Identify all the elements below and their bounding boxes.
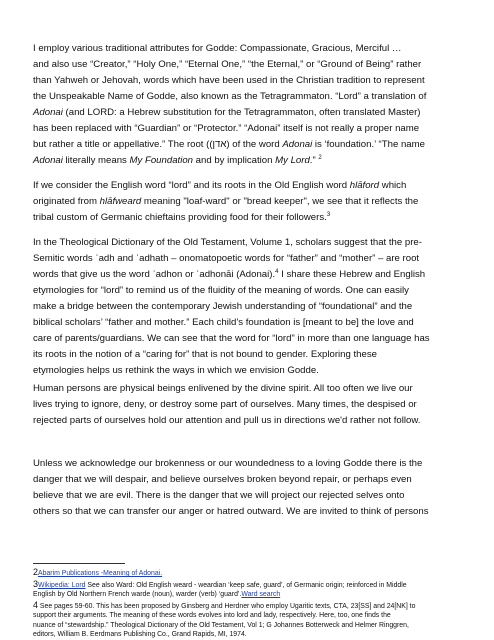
text-line: biblical scholars’ “father and mother.” Each child’s foundation is [meant to be] the love and xyxy=(33,317,414,328)
text-line xyxy=(33,194,473,210)
text-run: and by implication xyxy=(193,155,276,166)
text-line: Unless we acknowledge our brokenness or our woundedness to a loving Godde there is the xyxy=(33,458,423,469)
text-line: the Unspeakable Name of Godde, also known as the Tetragrammaton. “Lord” a translation of xyxy=(33,91,427,102)
footnote-text: English by Old Northern French warde (noun), warder (verb) ‘guard’. xyxy=(33,591,242,599)
footnote-number: 3 xyxy=(33,579,39,589)
text-line: I employ various traditional attributes for Godde: Compassionate, Gracious, Merciful … xyxy=(33,43,402,54)
italic-term: hlāford xyxy=(349,180,380,191)
text-line xyxy=(33,137,473,153)
italic-term: Adonai xyxy=(33,155,63,166)
footnote-text: See also Ward: Old English weard - weardian ‘keep safe, guard’, of Germanic origin; reinforced in Middle xyxy=(85,582,407,589)
text-line: care of parents/guardians. We can see that the word for “lord” in more than one language has xyxy=(33,333,430,344)
text-line: rejected parts of ourselves hold our attention and pull us in directions we'd rather not follow. xyxy=(33,415,421,426)
text-run: I share these Hebrew and English xyxy=(278,269,426,280)
text-run: tribal custom of Germanic chieftains providing food for their followers. xyxy=(33,212,327,223)
footnote-line: nuance of “stewardship.” Theological Dictionary of the Old Testament, Vol 1; G Johannes Botterweck and Helmer Ringgren, xyxy=(33,621,409,629)
ward-search-link[interactable]: Ward search xyxy=(241,591,281,599)
paragraph-brokenness xyxy=(33,456,473,520)
text-line xyxy=(33,105,473,121)
text-line: than Yahweh or Jehovah, words which have been used in the Christian tradition to represent xyxy=(33,75,425,86)
text-line: etymologies for “lord” to remind us of the fluidity of the meaning of words. One can easily xyxy=(33,285,409,296)
paragraph-attributes xyxy=(33,41,473,169)
text-line xyxy=(33,178,473,194)
italic-term: My Lord xyxy=(275,155,310,166)
paragraph-lord-etymology xyxy=(33,178,473,226)
italic-term: Adonai xyxy=(282,139,313,150)
text-run: (and LORD: a Hebrew substitution for the Tetragrammaton, often translated Master) xyxy=(62,107,421,118)
footnote-separator xyxy=(33,563,125,564)
footnote-line xyxy=(33,590,473,599)
footnote-ref-4[interactable]: 4 xyxy=(275,269,279,275)
wikipedia-lord-link[interactable]: Wikipedia: Lord xyxy=(38,582,86,589)
text-line: Semitic words ʾadh and ʾadhath – onomatopoetic words for “father” and “mother” – are root xyxy=(33,253,420,264)
paragraph-theological-dictionary xyxy=(33,235,473,379)
text-run: which xyxy=(379,180,407,191)
abarim-link[interactable]: Abarim Publications -Meaning of Adonai. xyxy=(38,570,163,577)
text-line: has been replaced with “Guardian” or “Protector.” “Adonai” itself is not really a proper name xyxy=(33,123,420,134)
footnote-line: editors, William B. Eerdmans Publishing Co., Grand Rapids, MI, 1974. xyxy=(33,630,247,638)
text-line: its roots in the notion of a “caring for” that is not bound to gender. Exploring these xyxy=(33,349,377,360)
italic-term: Adonai xyxy=(33,107,63,118)
text-line: and also use “Creator,” “Holy One,” “Eternal One,” “the Eternal,” or “Ground of Being” rather xyxy=(33,59,422,70)
footnote-2 xyxy=(33,568,473,578)
text-line xyxy=(33,153,473,169)
text-line: etymologies helps us rethink the ways in which we envision Godde. xyxy=(33,365,319,376)
paragraph-human-persons xyxy=(33,381,473,429)
italic-term: hlāfweard xyxy=(99,196,142,207)
footnote-ref-2[interactable]: 2 xyxy=(318,155,322,161)
text-run: .” xyxy=(309,155,319,166)
text-run: is ‘foundation.’ “The name xyxy=(312,139,425,150)
footnote-3 xyxy=(33,580,473,600)
footnote-number: 2 xyxy=(33,567,39,577)
text-line: make a bridge between the contemporary Jewish understanding of “foundational” and the xyxy=(33,301,413,312)
text-run: literally means xyxy=(62,155,130,166)
footnote-line xyxy=(33,601,473,611)
italic-term: My Foundation xyxy=(129,155,193,166)
text-line xyxy=(33,210,473,226)
footnote-line xyxy=(33,568,473,578)
footnote-number: 4 xyxy=(33,600,39,610)
footnote-line: support their arguments. The meaning of these words evolves into lord and lady, respectively. Here, too, one finds the xyxy=(33,612,391,620)
footnote-line xyxy=(33,580,473,590)
text-run: but rather a title or appellative.” The root ((אדן) of the word xyxy=(33,139,283,150)
footnote-text: See pages 59-60. This has been proposed by Ginsberg and Herdner who employ Ugaritic texts, CTA, 23[SS] and 24[NK] to xyxy=(38,603,416,610)
text-run: meaning "loaf-ward" or "bread keeper", we see that it reflects the xyxy=(141,196,419,207)
text-line: Human persons are physical beings enlivened by the divine spirit. All too often we live our xyxy=(33,383,413,394)
text-line: In the Theological Dictionary of the Old Testament, Volume 1, scholars suggest that the pre- xyxy=(33,237,422,248)
footnote-ref-3[interactable]: 3 xyxy=(326,212,331,218)
footnote-4 xyxy=(33,601,473,639)
text-run: words that give us the word ʾadhon or ʾadhonāi (Adonai). xyxy=(33,269,276,280)
text-line: believe that we are evil. There is the danger that we will project our rejected selves onto xyxy=(33,490,405,501)
text-run: originated from xyxy=(33,196,100,207)
text-run: If we consider the English word “lord” and its roots in the Old English word xyxy=(33,180,350,191)
text-line: others so that we can transfer our anger or hatred outward. We are invited to think of persons xyxy=(33,506,429,517)
text-line: lives trying to ignore, deny, or destroy some part of ourselves. Many times, the despised or xyxy=(33,399,417,410)
text-line: danger that we will despair, and believe ourselves broken beyond repair, or perhaps even xyxy=(33,474,412,485)
text-line xyxy=(33,267,473,283)
